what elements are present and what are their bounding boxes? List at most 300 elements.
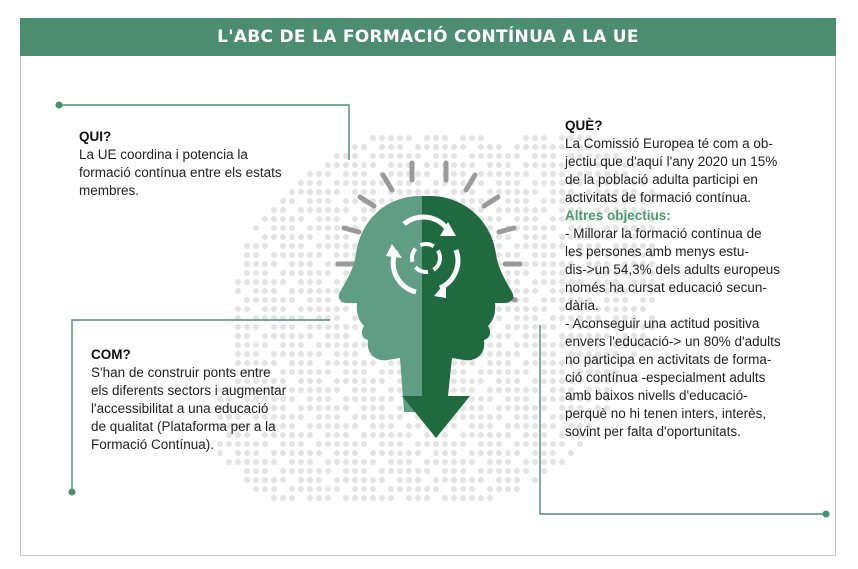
map-dot <box>352 396 358 402</box>
map-dot <box>523 468 529 474</box>
map-dot <box>316 252 322 258</box>
map-dot <box>469 189 475 195</box>
map-dot <box>271 495 277 501</box>
map-dot <box>496 252 502 258</box>
map-dot <box>505 153 511 159</box>
map-dot <box>487 360 493 366</box>
map-dot <box>469 450 475 456</box>
map-dot <box>514 216 520 222</box>
map-dot <box>316 324 322 330</box>
map-dot <box>289 333 295 339</box>
map-dot <box>280 333 286 339</box>
map-dot <box>541 369 547 375</box>
map-dot <box>397 144 403 150</box>
map-dot <box>388 414 394 420</box>
map-dot <box>343 360 349 366</box>
map-dot <box>325 324 331 330</box>
map-dot <box>289 468 295 474</box>
map-dot <box>334 378 340 384</box>
map-dot <box>514 369 520 375</box>
map-dot <box>379 468 385 474</box>
map-dot <box>388 486 394 492</box>
map-dot <box>514 351 520 357</box>
map-dot <box>298 243 304 249</box>
map-dot <box>469 477 475 483</box>
map-dot <box>523 414 529 420</box>
map-dot <box>334 333 340 339</box>
map-dot <box>316 270 322 276</box>
map-dot <box>397 477 403 483</box>
map-dot <box>433 189 439 195</box>
map-dot <box>334 360 340 366</box>
map-dot <box>352 387 358 393</box>
map-dot <box>262 288 268 294</box>
que-text: La Comissió Europea té com a ob- jectiu que d'aquí l'any 2020 un 15% de la població adulta participi en activitats de formació contínua. <box>565 136 778 205</box>
map-dot <box>334 162 340 168</box>
map-dot <box>541 135 547 141</box>
map-dot <box>415 441 421 447</box>
map-dot <box>298 234 304 240</box>
map-dot <box>361 459 367 465</box>
map-dot <box>496 459 502 465</box>
map-dot <box>271 459 277 465</box>
map-dot <box>316 279 322 285</box>
map-dot <box>343 378 349 384</box>
com-section <box>91 346 321 454</box>
map-dot <box>541 450 547 456</box>
map-dot <box>541 360 547 366</box>
map-dot <box>334 279 340 285</box>
map-dot <box>343 252 349 258</box>
map-dot <box>397 432 403 438</box>
map-dot <box>532 423 538 429</box>
map-dot <box>379 198 385 204</box>
map-dot <box>406 432 412 438</box>
map-dot <box>478 396 484 402</box>
map-dot <box>505 396 511 402</box>
map-dot <box>406 189 412 195</box>
map-dot <box>397 441 403 447</box>
map-dot <box>334 477 340 483</box>
map-dot <box>460 198 466 204</box>
map-dot <box>514 387 520 393</box>
map-dot <box>325 297 331 303</box>
map-dot <box>514 477 520 483</box>
map-dot <box>460 432 466 438</box>
map-dot <box>541 297 547 303</box>
map-dot <box>262 486 268 492</box>
map-dot <box>460 171 466 177</box>
map-dot <box>325 342 331 348</box>
map-dot <box>487 486 493 492</box>
map-dot <box>550 459 556 465</box>
map-dot <box>478 405 484 411</box>
map-dot <box>541 396 547 402</box>
map-dot <box>370 153 376 159</box>
map-dot <box>523 333 529 339</box>
map-dot <box>361 180 367 186</box>
qui-text: La UE coordina i potencia la formació contínua entre els estats membres. <box>79 147 282 198</box>
map-dot <box>271 477 277 483</box>
map-dot <box>343 432 349 438</box>
map-dot <box>271 297 277 303</box>
map-dot <box>262 306 268 312</box>
map-dot <box>325 432 331 438</box>
map-dot <box>514 270 520 276</box>
map-dot <box>343 423 349 429</box>
map-dot <box>343 207 349 213</box>
map-dot <box>370 135 376 141</box>
map-dot <box>487 153 493 159</box>
map-dot <box>532 225 538 231</box>
map-dot <box>469 414 475 420</box>
map-dot <box>478 198 484 204</box>
map-dot <box>388 450 394 456</box>
map-dot <box>361 189 367 195</box>
map-dot <box>460 495 466 501</box>
map-dot <box>253 243 259 249</box>
map-dot <box>496 477 502 483</box>
map-dot <box>262 477 268 483</box>
map-dot <box>550 342 556 348</box>
map-dot <box>325 288 331 294</box>
map-dot <box>532 144 538 150</box>
map-dot <box>469 162 475 168</box>
map-dot <box>370 414 376 420</box>
map-dot <box>469 387 475 393</box>
map-dot <box>415 468 421 474</box>
map-dot <box>424 144 430 150</box>
map-dot <box>460 162 466 168</box>
map-dot <box>298 459 304 465</box>
map-dot <box>523 423 529 429</box>
map-dot <box>550 261 556 267</box>
map-dot <box>460 477 466 483</box>
map-dot <box>541 153 547 159</box>
map-dot <box>451 171 457 177</box>
map-dot <box>388 495 394 501</box>
map-dot <box>478 450 484 456</box>
map-dot <box>325 216 331 222</box>
map-dot <box>505 306 511 312</box>
map-dot <box>352 342 358 348</box>
map-dot <box>523 369 529 375</box>
qui-section <box>79 128 329 200</box>
map-dot <box>505 351 511 357</box>
map-dot <box>316 297 322 303</box>
map-dot <box>253 252 259 258</box>
map-dot <box>280 324 286 330</box>
map-dot <box>514 279 520 285</box>
map-dot <box>460 180 466 186</box>
map-dot <box>487 171 493 177</box>
map-dot <box>235 333 241 339</box>
map-dot <box>541 351 547 357</box>
map-dot <box>496 378 502 384</box>
map-dot <box>532 243 538 249</box>
map-dot <box>361 468 367 474</box>
map-dot <box>469 198 475 204</box>
map-dot <box>523 270 529 276</box>
map-dot <box>505 324 511 330</box>
map-dot <box>325 459 331 465</box>
map-dot <box>460 369 466 375</box>
map-dot <box>523 306 529 312</box>
map-dot <box>514 342 520 348</box>
map-dot <box>523 144 529 150</box>
map-dot <box>262 216 268 222</box>
map-dot <box>397 459 403 465</box>
map-dot <box>406 477 412 483</box>
map-dot <box>460 414 466 420</box>
map-dot <box>469 459 475 465</box>
map-dot <box>415 486 421 492</box>
map-dot <box>496 441 502 447</box>
map-dot <box>442 450 448 456</box>
map-dot <box>523 342 529 348</box>
map-dot <box>415 180 421 186</box>
map-dot <box>505 360 511 366</box>
map-dot <box>334 405 340 411</box>
map-dot <box>298 261 304 267</box>
map-dot <box>280 477 286 483</box>
map-dot <box>442 144 448 150</box>
map-dot <box>280 279 286 285</box>
map-dot <box>307 207 313 213</box>
banner-title: L'ABC DE LA FORMACIÓ CONTÍNUA A LA UE <box>20 18 836 56</box>
map-dot <box>550 387 556 393</box>
map-dot <box>298 333 304 339</box>
map-dot <box>415 450 421 456</box>
map-dot <box>280 243 286 249</box>
map-dot <box>424 189 430 195</box>
map-dot <box>361 216 367 222</box>
map-dot <box>307 225 313 231</box>
map-dot <box>253 270 259 276</box>
map-dot <box>415 144 421 150</box>
map-dot <box>271 234 277 240</box>
map-dot <box>379 135 385 141</box>
map-dot <box>433 477 439 483</box>
map-dot <box>415 171 421 177</box>
map-dot <box>460 441 466 447</box>
map-dot <box>370 477 376 483</box>
map-dot <box>361 171 367 177</box>
map-dot <box>514 450 520 456</box>
map-dot <box>433 486 439 492</box>
map-dot <box>397 180 403 186</box>
map-dot <box>442 477 448 483</box>
map-dot <box>532 315 538 321</box>
map-dot <box>478 144 484 150</box>
map-dot <box>532 378 538 384</box>
map-dot <box>271 216 277 222</box>
map-dot <box>523 243 529 249</box>
map-dot <box>388 423 394 429</box>
map-dot <box>505 252 511 258</box>
map-dot <box>379 423 385 429</box>
map-dot <box>478 441 484 447</box>
map-dot <box>460 459 466 465</box>
map-dot <box>280 468 286 474</box>
map-dot <box>559 459 565 465</box>
map-dot <box>325 423 331 429</box>
map-dot <box>379 432 385 438</box>
map-dot <box>244 324 250 330</box>
map-dot <box>532 189 538 195</box>
map-dot <box>316 207 322 213</box>
map-dot <box>253 324 259 330</box>
map-dot <box>532 477 538 483</box>
map-dot <box>334 432 340 438</box>
map-dot <box>442 432 448 438</box>
map-dot <box>388 360 394 366</box>
map-dot <box>334 486 340 492</box>
map-dot <box>307 270 313 276</box>
map-dot <box>496 306 502 312</box>
map-dot <box>487 450 493 456</box>
map-dot <box>289 225 295 231</box>
map-dot <box>325 306 331 312</box>
map-dot <box>460 378 466 384</box>
map-dot <box>244 279 250 285</box>
map-dot <box>532 324 538 330</box>
map-dot <box>514 324 520 330</box>
que-heading: QUÈ? <box>565 118 603 133</box>
map-dot <box>487 189 493 195</box>
map-dot <box>397 189 403 195</box>
map-dot <box>334 225 340 231</box>
map-dot <box>550 144 556 150</box>
map-dot <box>451 486 457 492</box>
map-dot <box>280 207 286 213</box>
map-dot <box>550 216 556 222</box>
map-dot <box>379 441 385 447</box>
map-dot <box>343 306 349 312</box>
map-dot <box>379 153 385 159</box>
map-dot <box>271 261 277 267</box>
map-dot <box>397 135 403 141</box>
map-dot <box>487 369 493 375</box>
map-dot <box>235 459 241 465</box>
map-dot <box>334 423 340 429</box>
map-dot <box>505 180 511 186</box>
map-dot <box>361 477 367 483</box>
map-dot <box>262 279 268 285</box>
map-dot <box>532 333 538 339</box>
map-dot <box>541 459 547 465</box>
map-dot <box>451 144 457 150</box>
map-dot <box>523 441 529 447</box>
map-dot <box>325 261 331 267</box>
map-dot <box>271 252 277 258</box>
map-dot <box>334 315 340 321</box>
map-dot <box>487 342 493 348</box>
map-dot <box>325 234 331 240</box>
map-dot <box>532 342 538 348</box>
map-dot <box>541 333 547 339</box>
map-dot <box>550 189 556 195</box>
map-dot <box>532 288 538 294</box>
map-dot <box>532 261 538 267</box>
map-dot <box>478 414 484 420</box>
map-dot <box>505 207 511 213</box>
map-dot <box>316 288 322 294</box>
map-dot <box>244 261 250 267</box>
map-dot <box>496 207 502 213</box>
map-dot <box>298 279 304 285</box>
map-dot <box>496 468 502 474</box>
map-dot <box>397 468 403 474</box>
map-dot <box>388 369 394 375</box>
map-dot <box>550 414 556 420</box>
map-dot <box>253 459 259 465</box>
map-dot <box>550 450 556 456</box>
map-dot <box>271 333 277 339</box>
map-dot <box>532 234 538 240</box>
map-dot <box>307 333 313 339</box>
map-dot <box>271 288 277 294</box>
map-dot <box>406 135 412 141</box>
map-dot <box>514 198 520 204</box>
map-dot <box>496 342 502 348</box>
map-dot <box>496 360 502 366</box>
map-dot <box>550 288 556 294</box>
map-dot <box>541 234 547 240</box>
map-dot <box>505 459 511 465</box>
map-dot <box>316 468 322 474</box>
map-dot <box>532 414 538 420</box>
map-dot <box>424 468 430 474</box>
map-dot <box>289 261 295 267</box>
map-dot <box>532 252 538 258</box>
map-dot <box>415 153 421 159</box>
map-dot <box>343 450 349 456</box>
map-dot <box>307 495 313 501</box>
map-dot <box>343 396 349 402</box>
map-dot <box>523 459 529 465</box>
map-dot <box>307 261 313 267</box>
map-dot <box>541 405 547 411</box>
qui-heading: QUI? <box>79 129 112 144</box>
map-dot <box>298 288 304 294</box>
map-dot <box>505 468 511 474</box>
map-dot <box>505 171 511 177</box>
map-dot <box>541 144 547 150</box>
map-dot <box>550 441 556 447</box>
map-dot <box>388 396 394 402</box>
map-dot <box>469 495 475 501</box>
map-dot <box>541 252 547 258</box>
map-dot <box>316 243 322 249</box>
map-dot <box>235 279 241 285</box>
map-dot <box>469 486 475 492</box>
map-dot <box>541 423 547 429</box>
map-dot <box>496 432 502 438</box>
map-dot <box>451 180 457 186</box>
map-dot <box>451 378 457 384</box>
map-dot <box>550 243 556 249</box>
map-dot <box>361 144 367 150</box>
map-dot <box>514 378 520 384</box>
map-dot <box>307 306 313 312</box>
map-dot <box>298 207 304 213</box>
map-dot <box>424 459 430 465</box>
map-dot <box>289 459 295 465</box>
map-dot <box>244 297 250 303</box>
map-dot <box>505 378 511 384</box>
map-dot <box>244 270 250 276</box>
